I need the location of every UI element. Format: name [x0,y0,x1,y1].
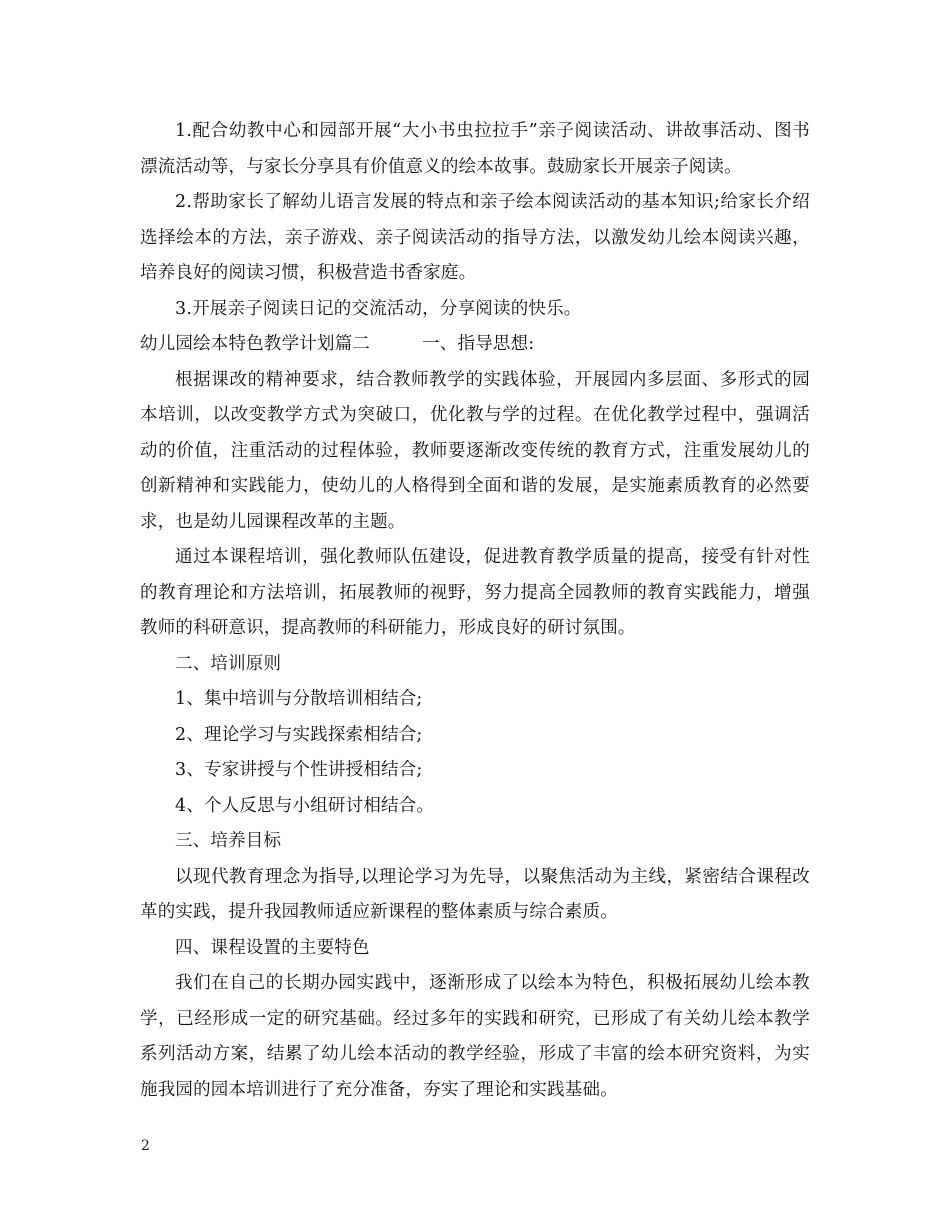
heading-training-goals: 三、培养目标 [175,831,282,851]
list-item-principle-3: 3、专家讲授与个性讲授相结合; [175,760,423,780]
paragraph-reading-diary: 3.开展亲子阅读日记的交流活动，分享阅读的快乐。 [175,298,582,319]
section-title: 幼儿园绘本特色教学计划篇二 [140,334,371,354]
heading-training-principles: 二、培训原则 [175,653,282,674]
paragraph-training-goals: 以现代教育理念为指导,以理论学习为先导，以聚焦活动为主线，紧密结合课程改革的实践，提升我园教师适应新课程的整体素质与综合素质。 [140,866,810,922]
page-number: 2 [141,1138,150,1154]
paragraph-parent-guidance: 2.帮助家长了解幼儿语言发展的特点和亲子绘本阅读活动的基本知识;给家长介绍选择绘本的方法，亲子游戏、亲子阅读活动的指导方法，以激发幼儿绘本阅读兴趣，培养良好的阅读习惯，积极营造书香家庭。 [140,192,810,283]
paragraph-parent-reading-activities: 1.配合幼教中心和园部开展“大小书虫拉拉手”亲子阅读活动、讲故事活动、图书漂流活动等，与家长分享具有价值意义的绘本故事。鼓励家长开展亲子阅读。 [140,121,810,177]
list-item-principle-4: 4、个人反思与小组研讨相结合。 [175,795,435,816]
document-body [140,114,810,1108]
list-item-principle-1: 1、集中培训与分散培训相结合; [175,689,423,709]
paragraph-course-features: 我们在自己的长期办园实践中，逐渐形成了以绘本为特色，积极拓展幼儿绘本教学，已经形成一定的研究基础。经过多年的实践和研究，已形成了有关幼儿绘本教学系列活动方案，结累了幼儿绘本活动的教学经验，形成了丰富的绘本研究资料，为实施我园的园本培训进行了充分准备，夯实了理论和实践基础。 [140,973,810,1100]
list-item-principle-2: 2、理论学习与实践探索相结合; [175,724,423,745]
heading-course-features: 四、课程设置的主要特色 [175,937,370,958]
paragraph-training-purpose: 通过本课程培训，强化教师队伍建设，促进教育教学质量的提高，接受有针对性的教育理论和方法培训，拓展教师的视野，努力提高全园教师的教育实践能力，增强教师的科研意识，提高教师的科研能力，形成良好的研讨氛围。 [140,547,810,638]
paragraph-guiding-ideology: 根据课改的精神要求，结合教师教学的实践体验，开展园内多层面、多形式的园本培训，以改变教学方式为突破口，优化教与学的过程。在优化教学过程中，强调活动的价值，注重活动的过程体验，教师要逐渐改变传统的教育方式，注重发展幼儿的创新精神和实践能力，使幼儿的人格得到全面和谐的发展，是实施素质教育的必然要求，也是幼儿园课程改革的主题。 [140,369,810,532]
section-heading [140,327,810,363]
section-subtitle: 一、指导思想: [422,334,535,354]
